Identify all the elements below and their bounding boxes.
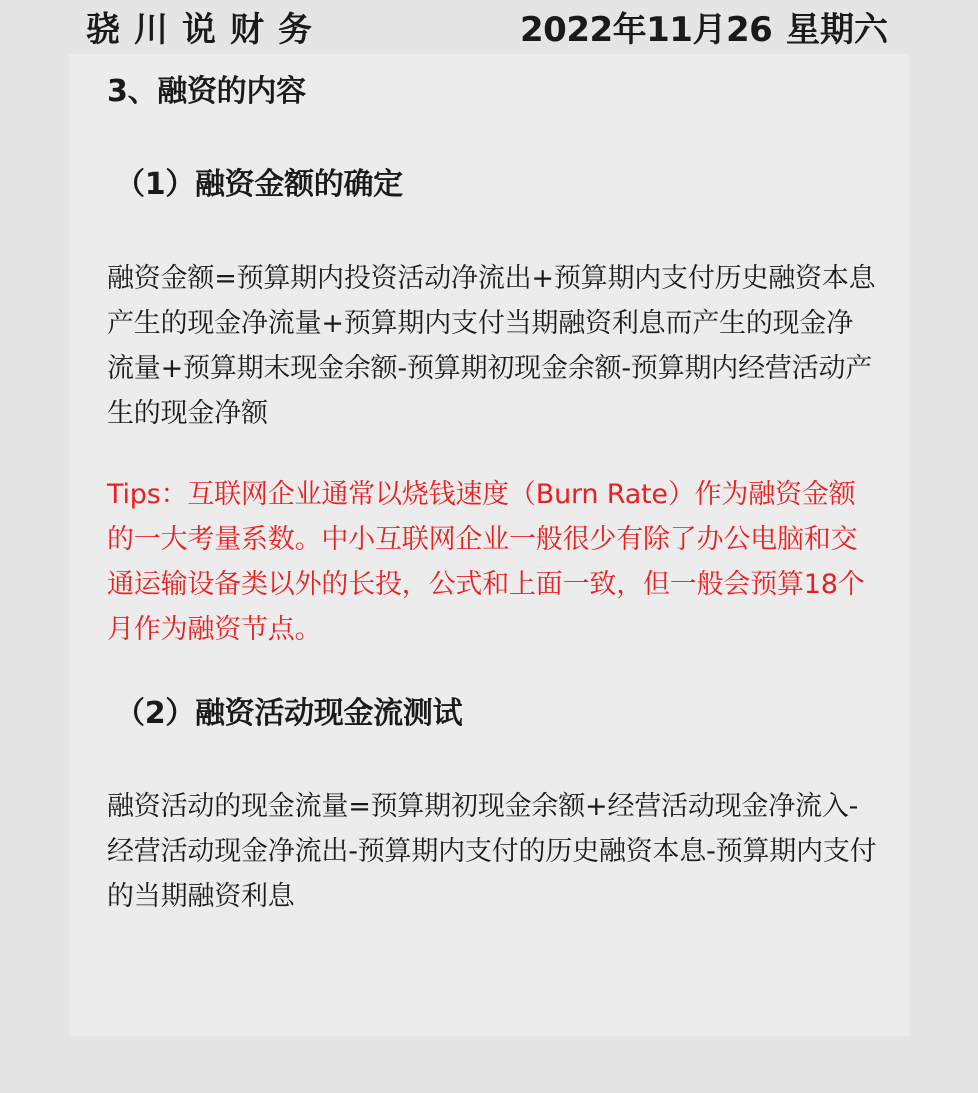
tips-note: Tips：互联网企业通常以烧钱速度（Burn Rate）作为融资金额的一大考量系数。中小互联网企业一般很少有除了办公电脑和交通运输设备类以外的长投，公式和上面一致，但一般会预算18个月作为融资节点。 [107,479,865,645]
section-title: 3、融资的内容 [107,74,306,109]
brand-name: 骁川说财务 [86,10,326,50]
page-header [0,0,978,56]
financing-amount-formula: 融资金额=预算期内投资活动净流出+预算期内支付历史融资本息产生的现金净流量+预算期内支付当期融资利息而产生的现金净流量+预算期末现金余额-预算期初现金余额-预算期内经营活动产生的现金净额 [107,263,876,429]
header-date: 2022年11月26 [520,10,773,50]
header-weekday: 星期六 [786,10,888,50]
subsection-2-title: （2）融资活动现金流测试 [115,696,463,731]
content-card [69,54,909,1036]
subsection-1-title: （1）融资金额的确定 [115,167,403,202]
financing-cashflow-formula: 融资活动的现金流量=预算期初现金余额+经营活动现金净流入-经营活动现金净流出-预算期内支付的历史融资本息-预算期内支付的当期融资利息 [107,791,877,912]
